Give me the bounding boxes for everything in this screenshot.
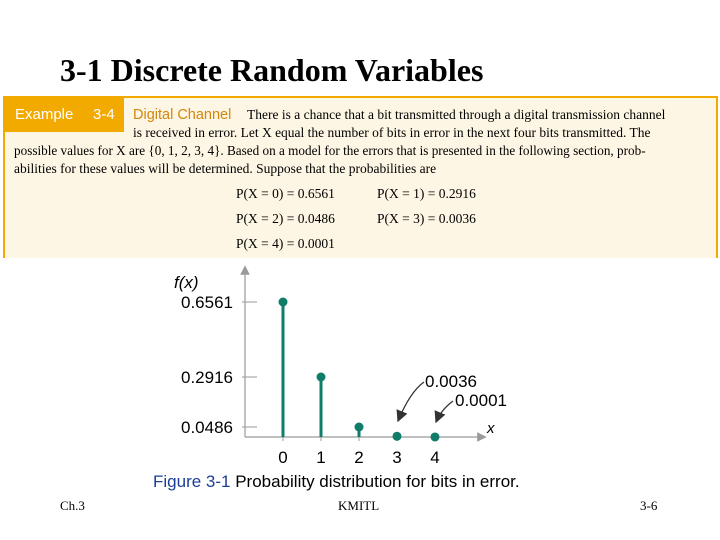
footer-institution: KMITL xyxy=(338,498,380,513)
x-axis-label: x xyxy=(487,420,495,437)
prob-x2: P(X = 2) = 0.0486 xyxy=(236,211,335,226)
stem-point xyxy=(317,373,326,382)
example-heading: Digital Channel xyxy=(133,107,232,123)
prob-x4: P(X = 4) = 0.0001 xyxy=(236,236,335,251)
example-line-1: There is a chance that a bit transmitted through a digital transmission channel xyxy=(247,107,666,122)
example-line-2: is received in error. Let X equal the number of bits in error in the next four bits transmitted. The xyxy=(133,125,651,140)
x-tick-label: 4 xyxy=(430,448,440,467)
annotation-label: 0.0001 xyxy=(455,391,507,410)
stem-point xyxy=(431,432,440,441)
annotation-arrow xyxy=(398,382,424,421)
x-tick-label: 1 xyxy=(316,448,326,467)
x-tick-label: 3 xyxy=(392,448,402,467)
stem-point xyxy=(393,432,402,441)
slide-title: 3-1 Discrete Random Variables xyxy=(60,52,484,88)
y-tick-label: 0.2916 xyxy=(181,368,233,387)
example-line-4: abilities for these values will be determined. Suppose that the probabilities are xyxy=(14,161,437,176)
footer-chapter: Ch.3 xyxy=(60,498,85,513)
y-axis-label: f(x) xyxy=(174,273,199,292)
annotation-label: 0.0036 xyxy=(425,372,477,391)
annotation-arrow xyxy=(436,401,453,422)
example-tag-label: Example xyxy=(15,106,74,123)
stem-point xyxy=(279,298,288,307)
prob-x1: P(X = 1) = 0.2916 xyxy=(377,186,476,201)
x-tick-label: 0 xyxy=(278,448,288,467)
figure-caption xyxy=(153,472,520,492)
figure-label: Figure 3-1 xyxy=(153,472,231,491)
figure-caption-text: Probability distribution for bits in error. xyxy=(230,472,520,491)
y-tick-label: 0.0486 xyxy=(181,418,233,437)
footer-page-number: 3-6 xyxy=(640,498,658,513)
example-line-3: possible values for X are {0, 1, 2, 3, 4}. Based on a model for the errors that is presented in the following section, prob- xyxy=(14,143,646,158)
example-tag-number: 3-4 xyxy=(93,106,115,123)
x-tick-label: 2 xyxy=(354,448,364,467)
prob-x3: P(X = 3) = 0.0036 xyxy=(377,211,476,226)
prob-x0: P(X = 0) = 0.6561 xyxy=(236,186,335,201)
stem-point xyxy=(355,423,364,432)
y-tick-label: 0.6561 xyxy=(181,293,233,312)
